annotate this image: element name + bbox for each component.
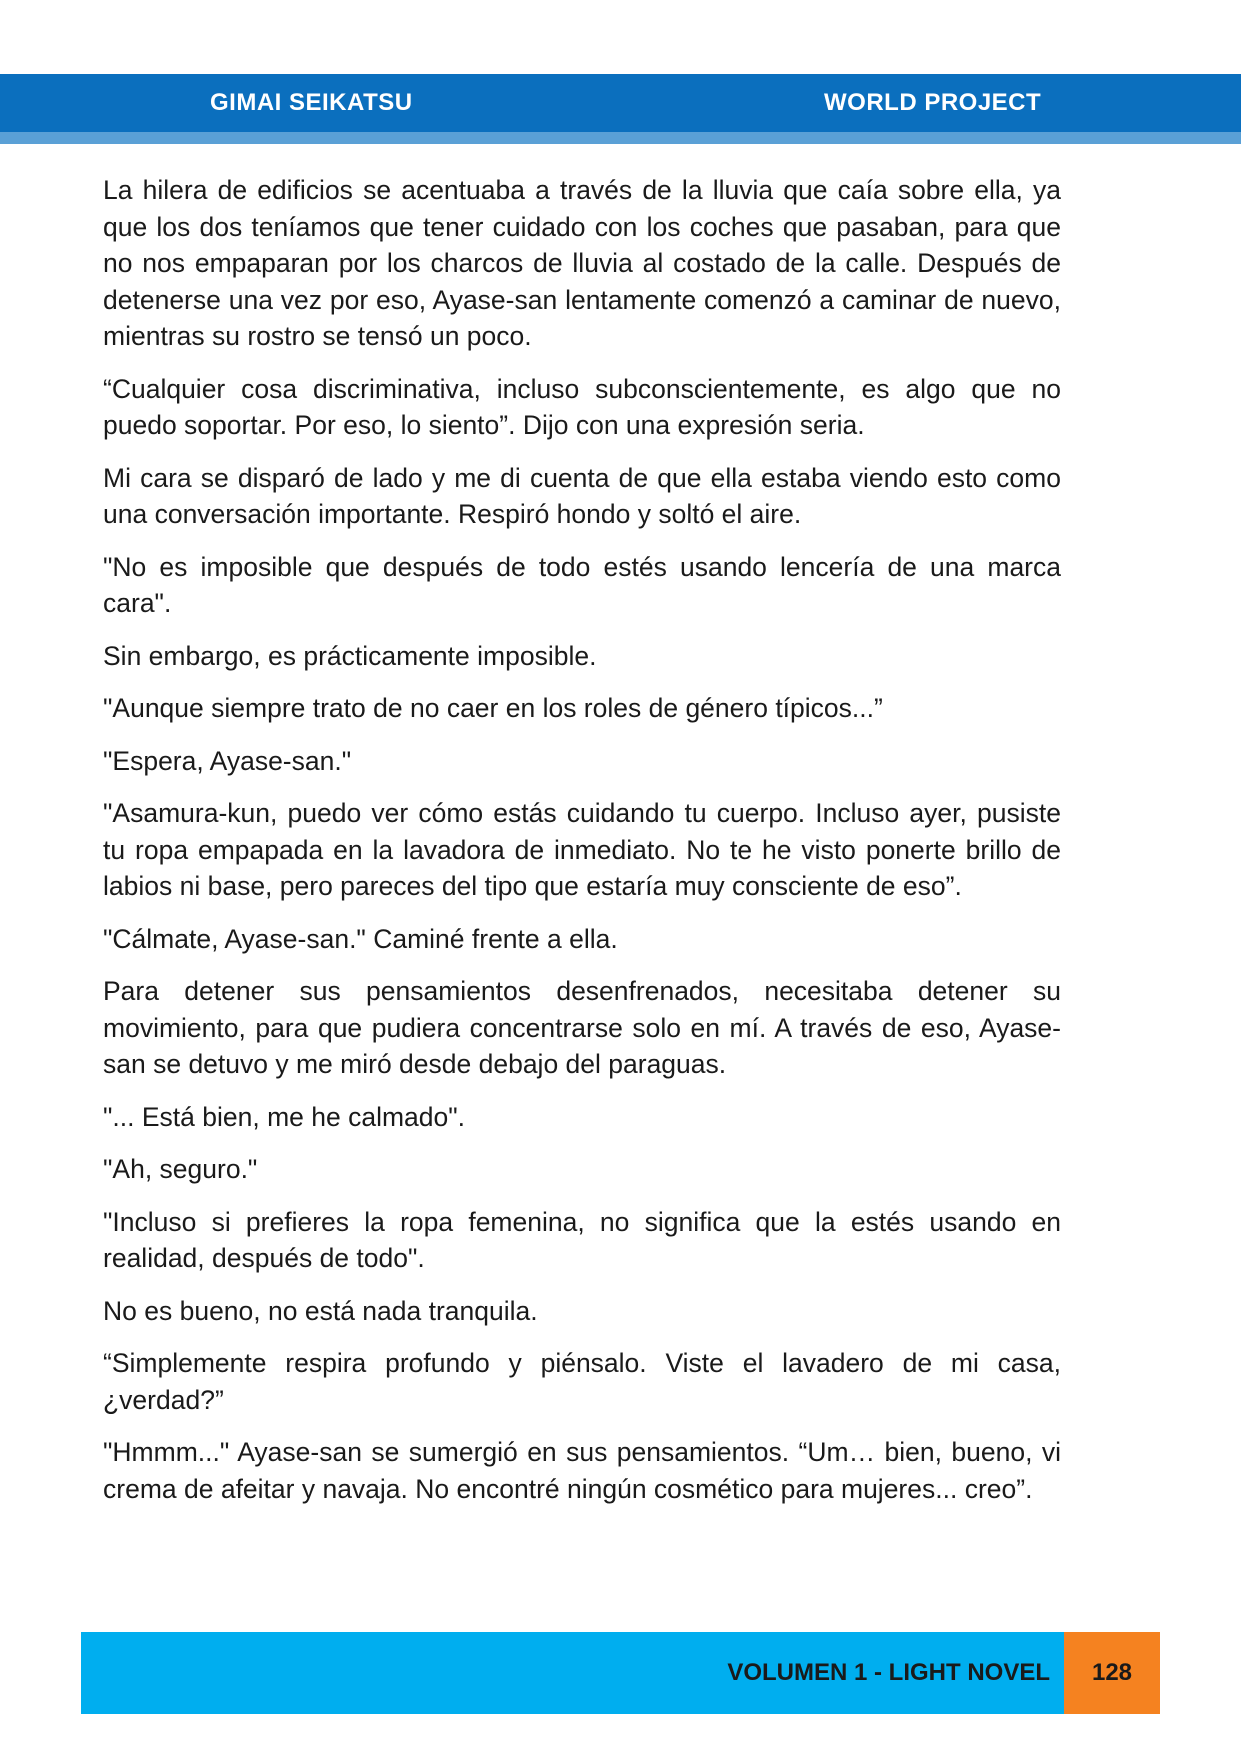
header-band — [0, 74, 1241, 132]
paragraph: "Espera, Ayase-san." — [103, 745, 352, 776]
paragraph: "... Está bien, me he calmado". — [103, 1101, 466, 1132]
paragraph: No es bueno, no está nada tranquila. — [103, 1295, 538, 1326]
header-underline — [0, 132, 1241, 144]
paragraph: "Cálmate, Ayase-san." Caminé frente a ella. — [103, 923, 618, 954]
paragraph: Mi cara se disparó de lado y me di cuenta de que ella estaba viendo esto como una conversación importante. Respiró hondo y soltó el aire. — [103, 462, 1061, 529]
paragraph: "Aunque siempre trato de no caer en los roles de género típicos...” — [103, 693, 883, 723]
footer-volume-label: VOLUMEN 1 - LIGHT NOVEL — [727, 1659, 1050, 1686]
paragraph: "Ah, seguro." — [103, 1154, 258, 1184]
paragraph: "No es imposible que después de todo estés usando lencería de una marca cara". — [103, 551, 1061, 618]
paragraph: "Incluso si prefieres la ropa femenina, no significa que la estés usando en realidad, después de todo". — [103, 1206, 1061, 1273]
paragraph: “Simplemente respira profundo y piénsalo. Viste el lavadero de mi casa, ¿verdad?” — [103, 1348, 1061, 1415]
paragraph: “Cualquier cosa discriminativa, incluso subconscientemente, es algo que no puedo soportar. Por eso, lo siento”. Dijo con una expresión seria. — [103, 373, 1061, 440]
paragraph: "Asamura-kun, puedo ver cómo estás cuidando tu cuerpo. Incluso ayer, pusiste tu ropa empapada en la lavadora de inmediato. No te he visto ponerte brillo de labios ni base, pero pareces del tipo que estaría muy consciente de eso”. — [103, 798, 1061, 901]
page-body — [103, 172, 1061, 1523]
paragraph: La hilera de edificios se acentuaba a través de la lluvia que caía sobre ella, ya que los dos teníamos que tener cuidado con los coches que pasaban, para que no nos empaparan por los charcos de lluvia al costado de la calle. Después de detenerse una vez por eso, Ayase-san lentamente comenzó a caminar de nuevo, mientras su rostro se tensó un poco. — [103, 175, 1061, 351]
page-number: 128 — [1091, 1659, 1133, 1686]
header-series-title: GIMAI SEIKATSU — [210, 89, 413, 116]
paragraph: "Hmmm..." Ayase-san se sumergió en sus pensamientos. “Um… bien, bueno, vi crema de afeitar y navaja. No encontré ningún cosmético para mujeres... creo”. — [103, 1437, 1061, 1504]
header-group-title: WORLD PROJECT — [824, 89, 1042, 116]
paragraph: Para detener sus pensamientos desenfrenados, necesitaba detener su movimiento, para que pudiera concentrarse solo en mí. A través de eso, Ayase-san se detuvo y me miró desde debajo del paraguas. — [103, 976, 1061, 1079]
paragraph: Sin embargo, es prácticamente imposible. — [103, 640, 597, 671]
